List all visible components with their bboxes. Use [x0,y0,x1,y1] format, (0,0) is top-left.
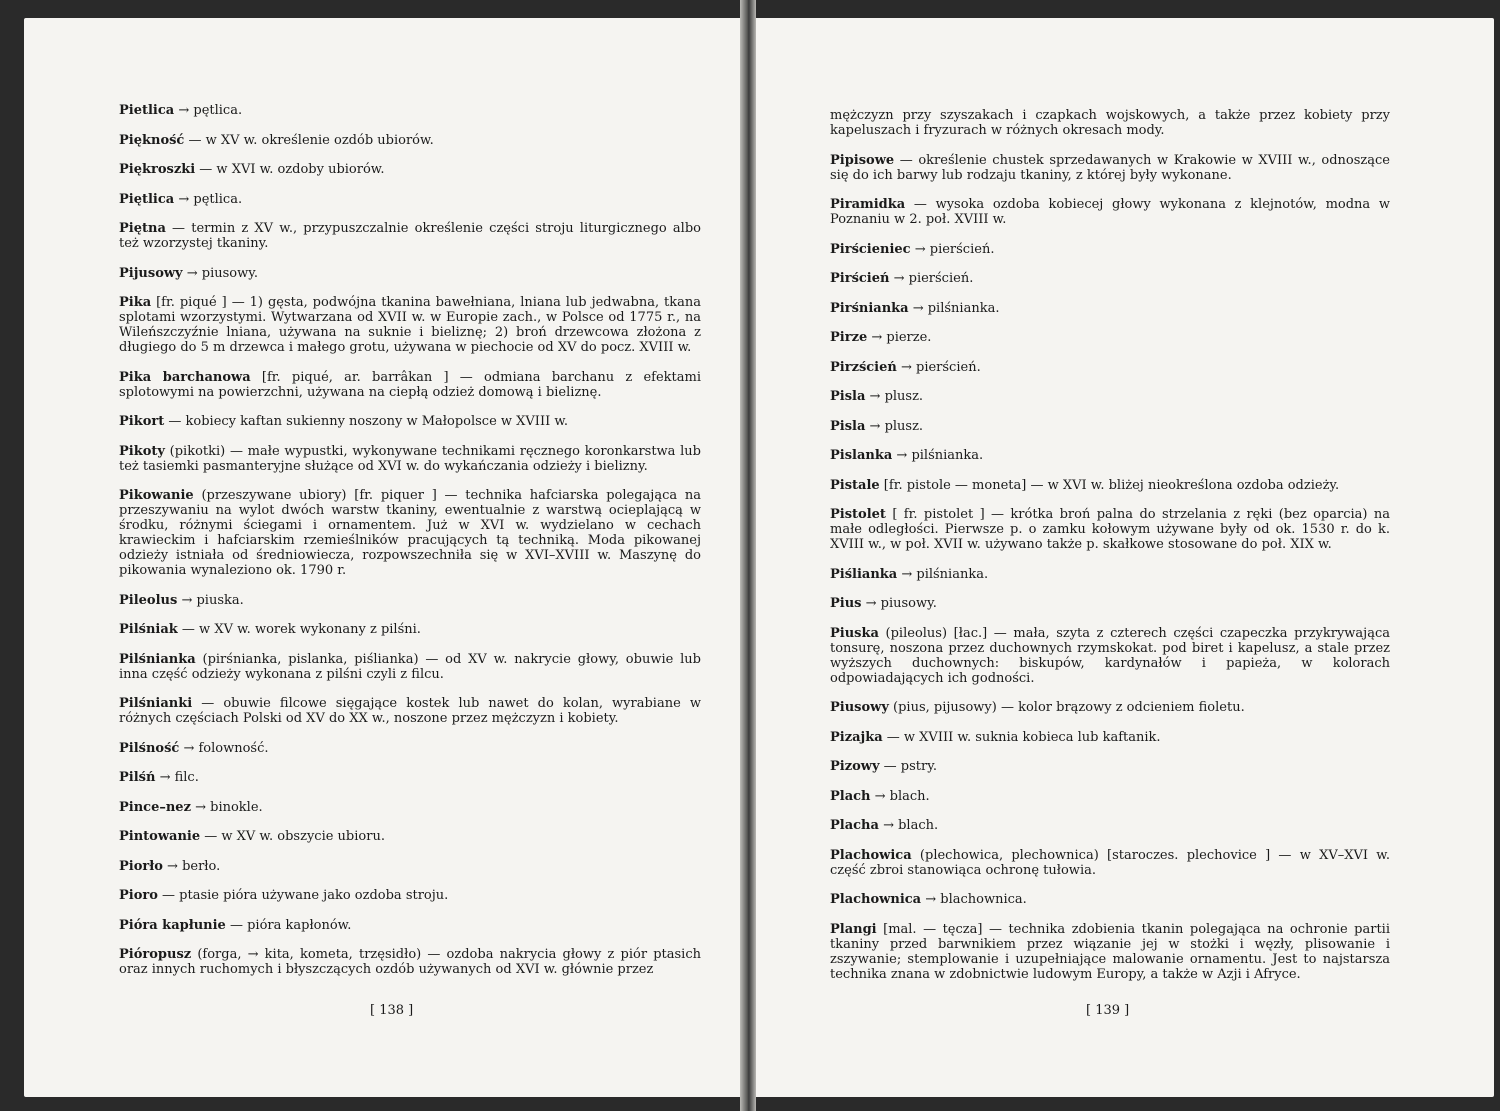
entry-term: Pince–nez [119,799,191,815]
entry-term: Piękroszki [119,162,196,177]
entry-term: Pióropusz [119,947,192,962]
entry-term: Piramidka [830,197,906,212]
entry-term: Pileolus [119,592,178,608]
dictionary-entry [119,829,701,844]
dictionary-entry [119,103,701,118]
entry-term: Piuska [830,625,879,641]
entry-term: Pistale [830,477,880,493]
dictionary-entry [119,770,701,785]
dictionary-entry [830,153,1390,183]
entry-definition: → pierścień. [910,241,995,257]
entry-definition: — termin z XV w., przypuszczalnie określenie części stroju liturgicznego albo też wzorzystej tkaniny. [119,221,701,251]
entry-definition: → plusz. [865,418,924,434]
dictionary-entry [830,301,1390,316]
entry-definition: (pius, pijusowy) — kolor brązowy z odcieniem fioletu. [888,700,1245,715]
right-entry-list [830,108,1390,996]
dictionary-entry [830,330,1390,345]
dictionary-entry [830,818,1390,833]
left-page-number: [ 138 ] [370,1003,414,1018]
dictionary-entry [119,622,701,637]
dictionary-entry [830,759,1390,774]
entry-definition: (pikotki) — małe wypustki, wykonywane technikami ręcznego koronkarstwa lub też tasiemki pasmanteryjne służące od XVI w. do wykańczania odzieży i bielizny. [119,443,701,474]
left-entry-list [119,103,701,992]
entry-definition: — w XV w. obszycie ubioru. [200,829,385,844]
dictionary-entry [119,414,701,429]
entry-definition: → folowność. [179,740,269,756]
dictionary-entry [830,389,1390,404]
dictionary-entry [119,444,701,474]
entry-term: Pietlica [119,103,175,118]
dictionary-entry [830,848,1390,878]
entry-term: Pirze [830,330,868,345]
dictionary-entry [119,266,701,281]
entry-definition: — w XVIII w. suknia kobieca lub kaftanik. [882,729,1161,745]
entry-term: Pioro [119,888,158,903]
entry-definition: → plusz. [865,389,924,404]
entry-definition: → binokle. [190,799,263,815]
dictionary-entry [830,730,1390,745]
entry-definition: (pirśnianka, pislanka, piślianka) — od XV w. nakrycie głowy, obuwie lub inna część odzieży wykonana z pilśni czyli z filcu. [119,651,701,682]
entry-definition: → blach. [878,818,939,833]
entry-definition: → berło. [162,858,221,874]
entry-term: Pipisowe [830,152,895,168]
entry-definition: [fr. piqué ] — 1) gęsta, podwójna tkanina bawełniana, lniana lub jedwabna, tkana splotami wzorzystymi. Wytwarzana od XVII w. w Europie zach., w Polsce od 1775 r., na Wileńszczyźnie lniana, używana na suknie i bieliznę; 2) broń drzewcowa złożona z długiego do 5 m drzewca i małego grotu, używana w piechocie od XV do pocz. XVIII w. [119,295,701,355]
right-page [752,18,1494,1097]
dictionary-entry [830,567,1390,582]
entry-definition: — obuwie filcowe sięgające kostek lub nawet do kolan, wyrabiane w różnych częściach Polski od XV do XX w., noszone przez mężczyzn i kobiety. [119,696,701,726]
continuation-text: mężczyzn przy szyszakach i czapkach wojskowych, a także przez kobiety przy kapeluszach i fryzurach w różnych okresach mody. [830,108,1390,138]
entry-definition: [ fr. pistolet ] — krótka broń palna do strzelania z ręki (bez oparcia) na małe odległości. Pierwsze p. o zamku kołowym używane były od ok. 1530 r. do k. XVIII w., w poł. XVII w. używano także p. skałkowe stosowane do poł. XIX w. [830,507,1390,552]
entry-definition: — w XVI w. ozdoby ubiorów. [195,162,385,177]
entry-definition: — kobiecy kaftan sukienny noszony w Małopolsce w XVIII w. [164,414,569,429]
entry-term: Pilśnianki [119,696,193,711]
dictionary-entry [830,700,1390,715]
dictionary-entry [830,892,1390,907]
entry-term: Piętna [119,221,166,236]
entry-definition: → piuska. [177,592,244,608]
entry-term: Pilśność [119,740,180,756]
dictionary-entry [119,370,701,400]
entry-term: Pizowy [830,759,880,774]
entry-term: Placha [830,818,879,833]
entry-definition: — wysoka ozdoba kobiecej głowy wykonana z klejnotów, modna w Poznaniu w 2. poł. XVIII w. [830,197,1390,227]
entry-term: Pislanka [830,448,893,463]
dictionary-entry [830,596,1390,611]
entry-term: Pikoty [119,443,165,459]
entry-term: Pijusowy [119,265,183,281]
entry-definition: → piusowy. [861,596,937,611]
entry-definition: → pierścień. [889,271,974,286]
entry-definition: [fr. pistole — moneta] — w XVI w. bliżej nieokreślona ozdoba odzieży. [879,477,1340,493]
entry-definition: → pilśnianka. [897,566,989,582]
entry-definition: — pióra kapłonów. [225,917,352,933]
dictionary-entry [119,221,701,251]
dictionary-entry [119,859,701,874]
entry-term: Pilśń [119,770,156,785]
dictionary-entry [119,800,701,815]
dictionary-entry [119,741,701,756]
dictionary-entry [830,360,1390,375]
entry-definition: (przeszywane ubiory) [fr. piquer ] — technika hafciarska polegająca na przeszywaniu na wylot dwóch warstw tkaniny, ewentualnie z warstwą ocieplającą w środku, różnymi ściegami i ornamentem. Już w XVI w. wydzielano w cechach krawieckim i hafciarskim rzemieślników pracujących tą techniką. Moda pikowanej odzieży istniała od średniowiecza, rozpowszechniła się w XVI–XVIII w. Maszynę do pikowania wynaleziono ok. 1790 r. [119,488,701,578]
dictionary-entry [119,918,701,933]
entry-term: Pilśniak [119,622,178,637]
entry-term: Pintowanie [119,829,201,844]
dictionary-entry [119,947,701,977]
dictionary-entry [119,162,701,177]
entry-term: Plachownica [830,892,922,907]
entry-definition: → blachownica. [921,892,1027,907]
dictionary-entry [830,419,1390,434]
entry-term: Piślianka [830,566,898,582]
entry-definition: [mal. — tęcza] — technika zdobienia tkanin polegająca na ochronie partii tkaniny przed barwnikiem przez wiązanie jej w stożki i węzły, plisowanie i zszywanie; stemplowanie i uzupełniające malowanie ornamentu. Jest to najstarsza technika znana w zdobnictwie ludowym Europy, a także w Azji i Afryce. [830,921,1390,982]
dictionary-entry [119,133,701,148]
entry-definition: — określenie chustek sprzedawanych w Krakowie w XVIII w., odnoszące się do ich barwy lub rodzaju tkaniny, z której były wykonane. [830,152,1390,183]
left-page [24,18,744,1097]
entry-term: Pirścieniec [830,241,911,257]
dictionary-entry [119,488,701,578]
dictionary-entry [119,295,701,355]
dictionary-entry [119,192,701,207]
entry-definition: (plechowica, plechownica) [staroczes. plechovice ] — w XV–XVI w. część zbroi stanowiąca ochronę tułowia. [830,847,1390,878]
entry-term: Pisla [830,418,866,434]
entry-term: Pilśnianka [119,651,196,667]
entry-definition: (pileolus) [łac.] — mała, szyta z czterech części czapeczka przykrywająca tonsurę, noszona przez duchownych rzymskokat. pod biret i kapelusz, a stale przez wyższych duchownych: biskupów, kardynałów i papieża, w kolorach odpowiadających ich godności. [830,625,1390,686]
entry-definition: (forga, → kita, kometa, trzęsidło) — ozdoba nakrycia głowy z piór ptasich oraz innych ruchomych i błyszczących ozdób używanych od XVI w. głównie przez [119,947,701,977]
entry-definition: → pętlica. [174,103,243,118]
entry-term: Pisla [830,389,866,404]
entry-term: Pirzścień [830,359,897,375]
dictionary-entry [830,922,1390,982]
entry-term: Piusowy [830,700,889,715]
dictionary-entry [830,448,1390,463]
entry-definition: → pilśnianka. [892,448,984,463]
entry-term: Pirścień [830,271,890,286]
entry-term: Pizajka [830,729,883,745]
entry-definition: [fr. piqué, ar. barrâkan ] — odmiana barchanu z efektami splotowymi na powierzchni, używana na ciepłą odzież domową i bieliznę. [119,369,701,400]
entry-term: Pióra kapłunie [119,917,226,933]
book-gutter [740,0,756,1111]
dictionary-entry [830,478,1390,493]
entry-term: Pius [830,596,862,611]
entry-term: Pistolet [830,507,886,522]
entry-definition: → pierścień. [896,359,981,375]
entry-term: Piętlica [119,191,175,207]
dictionary-entry [830,197,1390,227]
right-page-number: [ 139 ] [1086,1003,1130,1018]
entry-definition: → blach. [870,788,930,804]
dictionary-entry [830,507,1390,552]
entry-term: Pirśnianka [830,300,909,316]
entry-definition: → filc. [155,770,199,785]
entry-term: Plangi [830,921,877,937]
dictionary-entry [830,789,1390,804]
entry-term: Plachowica [830,847,912,863]
dictionary-entry [119,888,701,903]
entry-definition: — w XV w. określenie ozdób ubiorów. [184,132,434,148]
entry-term: Pikowanie [119,488,194,503]
dictionary-entry [119,652,701,682]
entry-definition: → pierze. [867,330,932,345]
entry-term: Pika barchanowa [119,369,251,385]
dictionary-entry [119,696,701,726]
entry-definition: → pętlica. [174,191,243,207]
entry-definition: → pilśnianka. [908,300,1000,316]
entry-definition: — ptasie pióra używane jako ozdoba stroju. [157,888,449,903]
dictionary-entry [830,242,1390,257]
dictionary-entry [119,593,701,608]
entry-definition: → piusowy. [182,265,258,281]
entry-term: Piorło [119,858,163,874]
entry-term: Pikort [119,414,165,429]
entry-term: Plach [830,788,871,804]
dictionary-entry [830,271,1390,286]
entry-term: Piękność [119,132,185,148]
entry-term: Pika [119,295,152,310]
entry-definition: — w XV w. worek wykonany z pilśni. [177,622,421,637]
dictionary-entry [830,626,1390,686]
entry-definition: — pstry. [879,759,937,774]
